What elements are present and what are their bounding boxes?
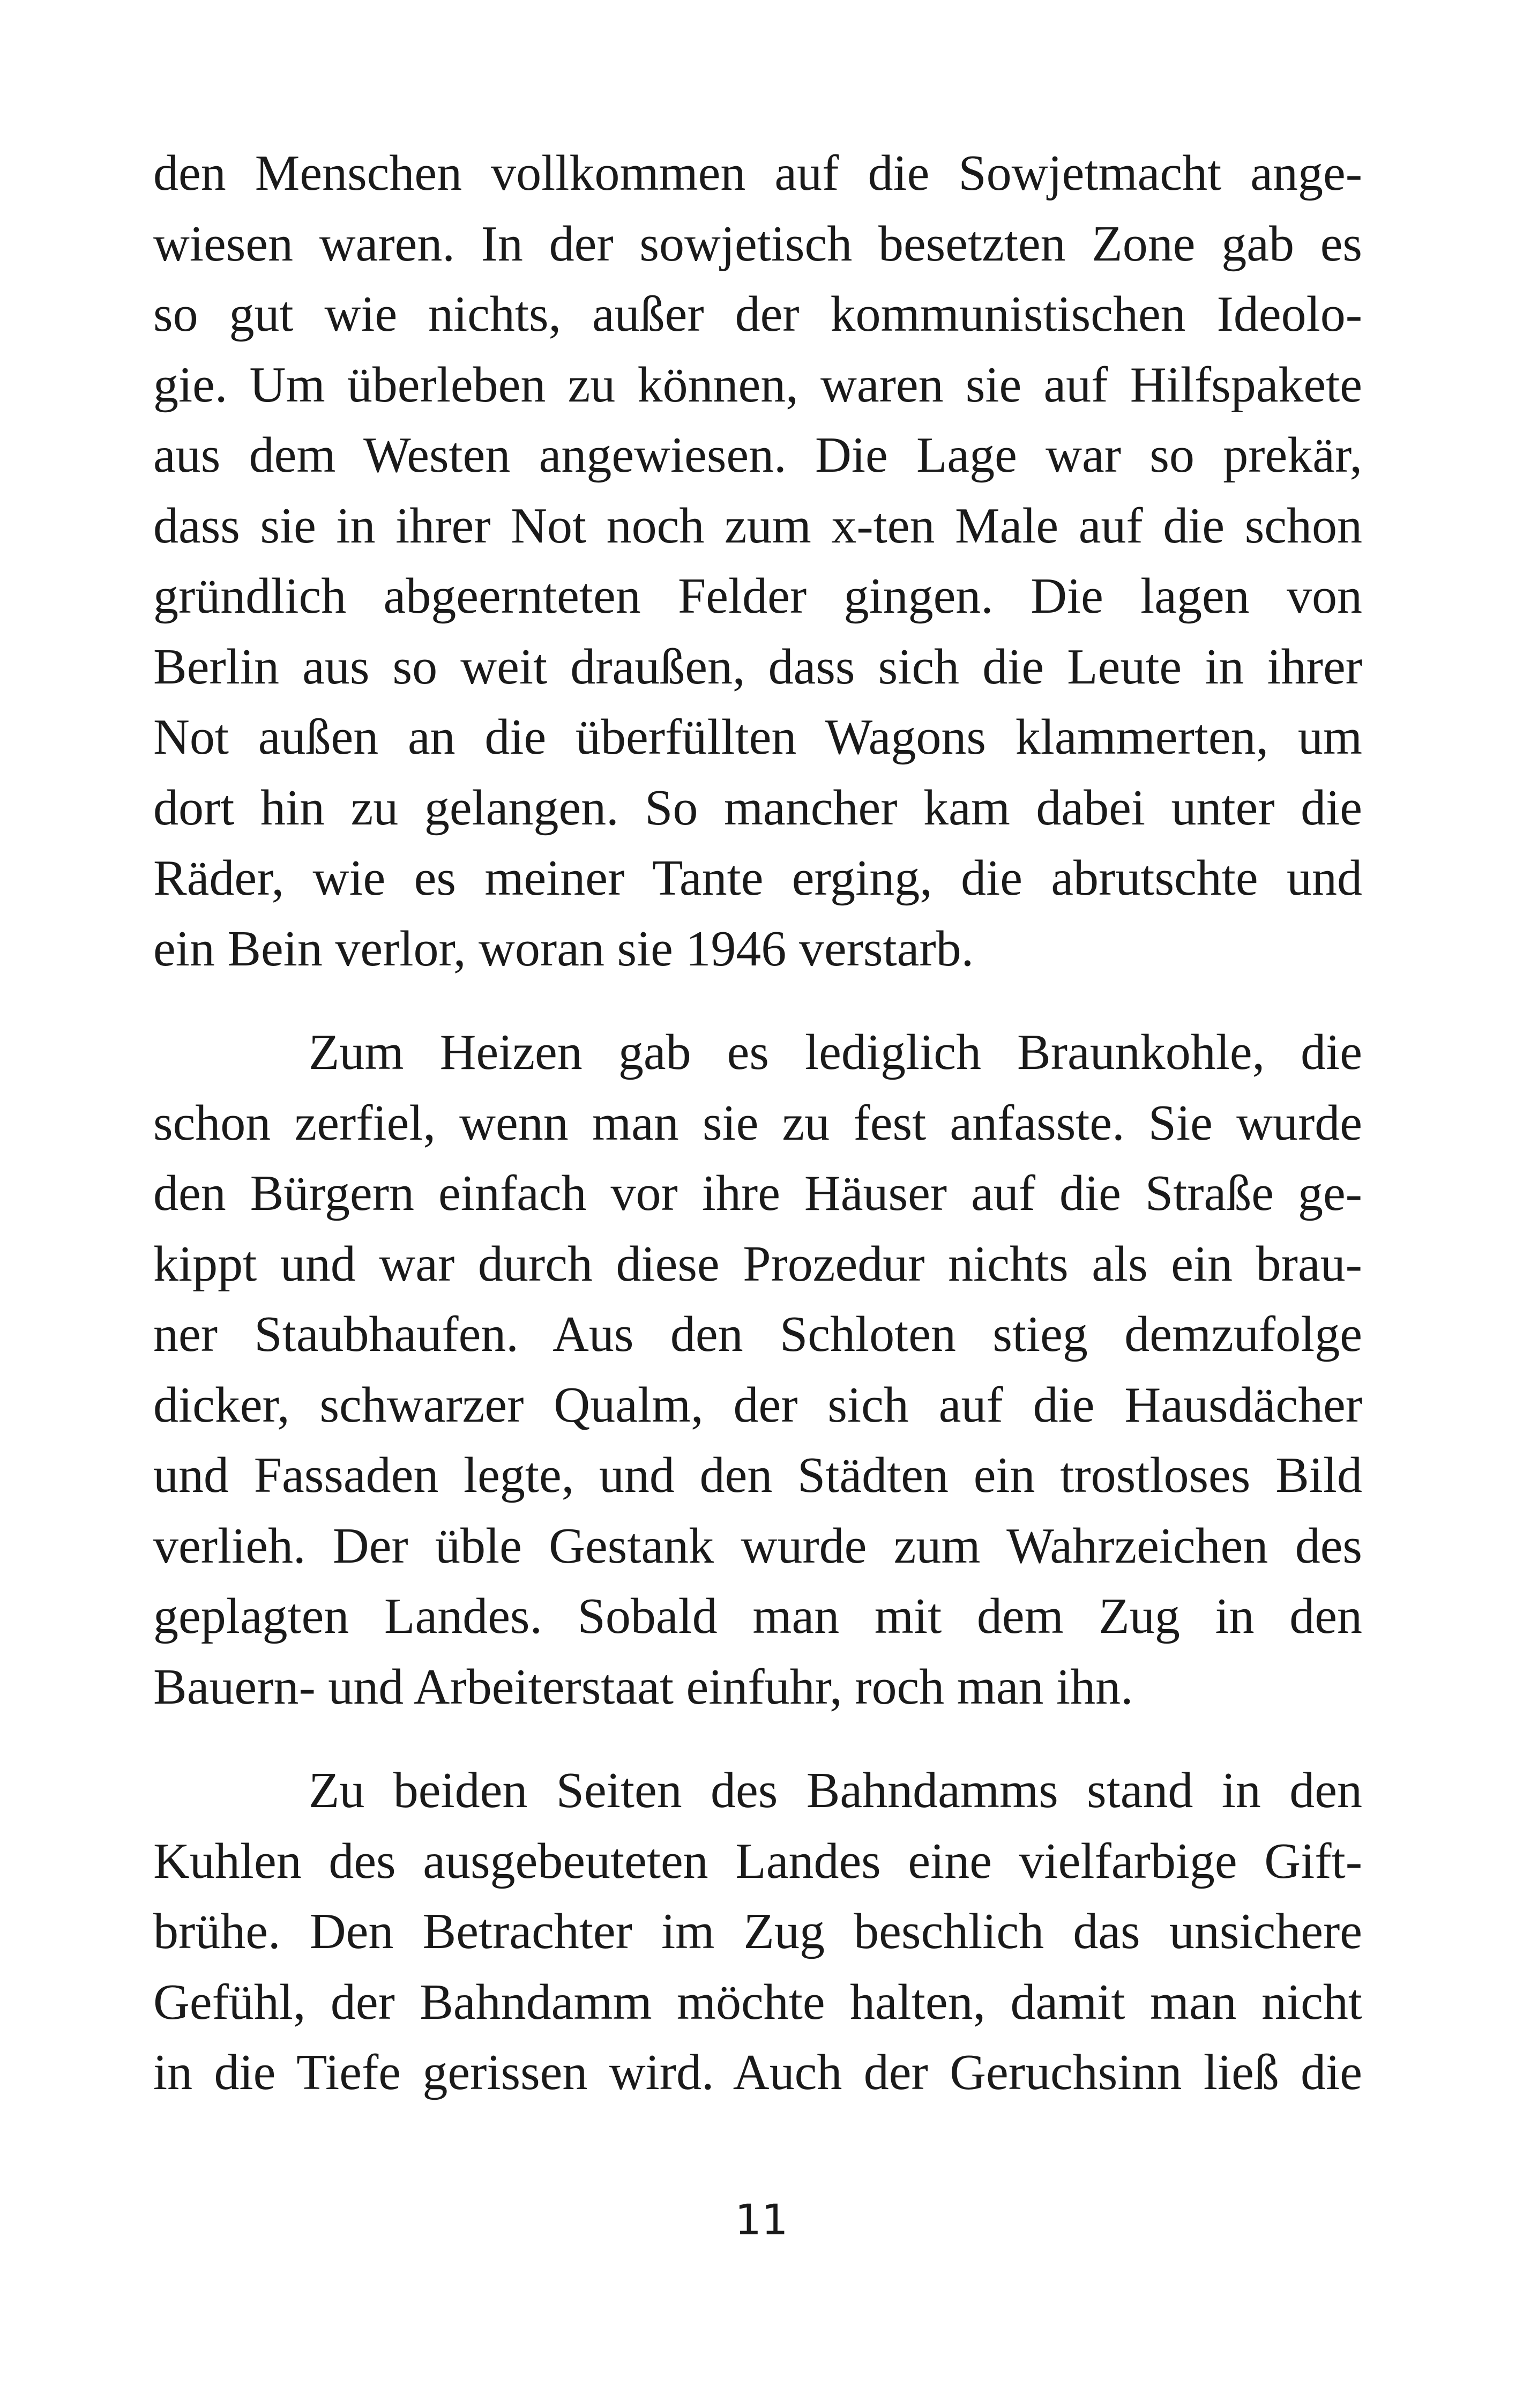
text-line: wiesen waren. In der sowjetisch besetzten Zone gab es (153, 215, 1362, 272)
text-line: geplagten Landes. Sobald man mit dem Zug in den (153, 1588, 1362, 1644)
page-number: 11 (735, 2196, 788, 2245)
text-line: Zu beiden Seiten des Bahndamms stand in den (309, 1763, 1362, 1818)
text-line: dicker, schwarzer Qualm, der sich auf die Hausdächer (153, 1377, 1362, 1433)
text-line: den Bürgern einfach vor ihre Häuser auf die Straße ge- (153, 1165, 1362, 1221)
paragraph-2 (153, 1017, 1362, 1722)
text-line: Bauern- und Arbeiterstaat einfuhr, roch man ihn. (153, 1659, 1133, 1715)
text-line: dass sie in ihrer Not noch zum x-ten Male auf die schon (153, 497, 1362, 554)
text-line: Zum Heizen gab es lediglich Braunkohle, die (309, 1024, 1362, 1080)
text-line: aus dem Westen angewiesen. Die Lage war so prekär, (153, 427, 1362, 483)
text-line: brühe. Den Betrachter im Zug beschlich das unsichere (153, 1904, 1362, 1959)
paragraph-3 (153, 1756, 1362, 2108)
text-line: Räder, wie es meiner Tante erging, die abrutschte und (153, 850, 1362, 906)
paragraph-1 (153, 138, 1362, 984)
body-text (153, 138, 1362, 2108)
text-line: Gefühl, der Bahndamm möchte halten, damit man nicht (153, 1974, 1362, 2030)
text-line: gie. Um überleben zu können, waren sie auf Hilfspakete (153, 356, 1362, 413)
text-line: kippt und war durch diese Prozedur nichts als ein brau- (153, 1236, 1362, 1292)
text-line: verlieh. Der üble Gestank wurde zum Wahrzeichen des (153, 1518, 1362, 1574)
text-line: dort hin zu gelangen. So mancher kam dabei unter die (153, 779, 1362, 836)
text-line: den Menschen vollkommen auf die Sowjetmacht ange- (153, 145, 1362, 201)
text-line: schon zerfiel, wenn man sie zu fest anfasste. Sie wurde (153, 1095, 1362, 1151)
text-line: ner Staubhaufen. Aus den Schloten stieg demzufolge (153, 1306, 1362, 1362)
text-line: ein Bein verlor, woran sie 1946 verstarb. (153, 920, 974, 977)
text-line: und Fassaden legte, und den Städten ein trostloses Bild (153, 1447, 1362, 1503)
text-line: gründlich abgeernteten Felder gingen. Die lagen von (153, 568, 1362, 624)
text-line: in die Tiefe gerissen wird. Auch der Geruchsinn ließ die (153, 2045, 1362, 2100)
text-line: Kuhlen des ausgebeuteten Landes eine vielfarbige Gift- (153, 1833, 1362, 1889)
text-line: so gut wie nichts, außer der kommunistischen Ideolo- (153, 286, 1362, 342)
paragraph-gap (153, 1722, 1362, 1756)
paragraph-gap (153, 984, 1362, 1017)
text-line: Not außen an die überfüllten Wagons klammerten, um (153, 709, 1362, 765)
text-line: Berlin aus so weit draußen, dass sich die Leute in ihrer (153, 638, 1362, 695)
